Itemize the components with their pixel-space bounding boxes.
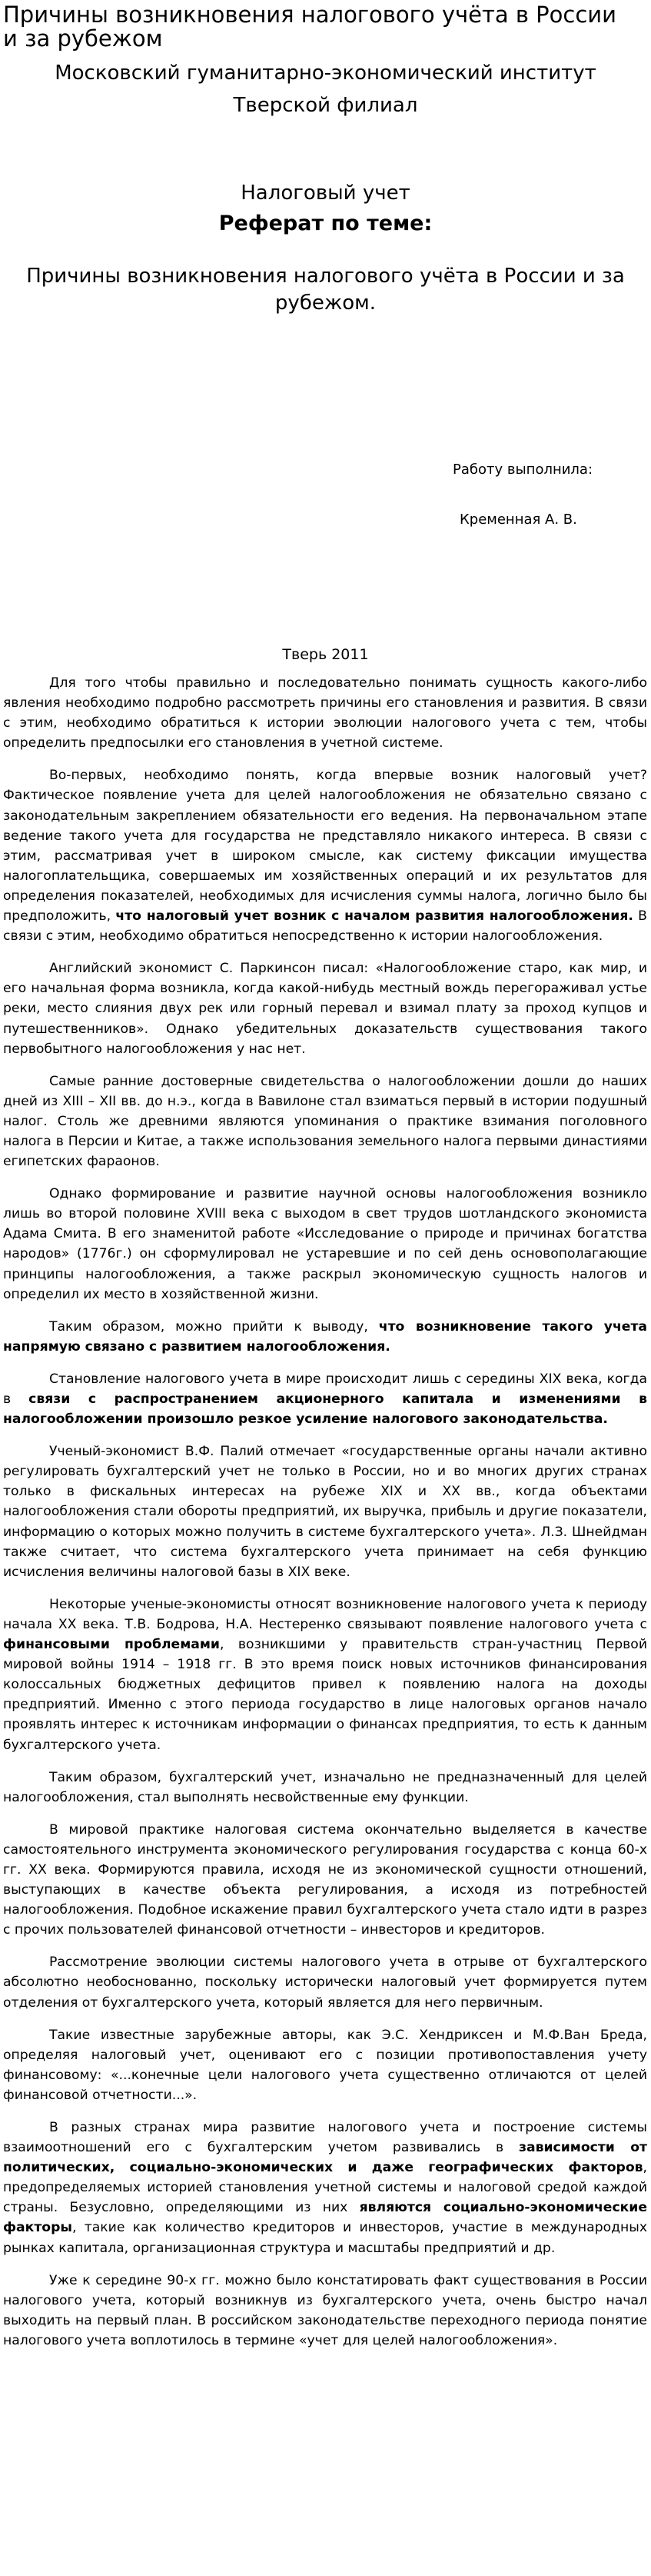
body-paragraph — [3, 1595, 647, 1755]
emphasis-text: что возникновение такого учета напрямую связано с развитием налогообложения. — [3, 1318, 647, 1355]
emphasis-text: являются социально-экономические факторы — [3, 2200, 647, 2236]
emphasis-text: связи с распространением акционерного капитала и изменениями в налогообложении произошло резкое усиление налогового законодательства. — [3, 1391, 648, 1428]
body-paragraph — [3, 1369, 647, 1429]
paragraph-text: Однако формирование и развитие научной основы налогообложения возникло лишь во второй половине XVIII века с выходом в свет трудов шотландского экономиста Адама Смита. В его знаменитой работе «Исследование о природе и причинах богатства народов» (1776г.) он сформулировал не устаревшие и по сей день основополагающие принципы налогообложения, а также раскрыл экономическую сущность налогов и определил их место в хозяйственной жизни. — [3, 1186, 647, 1302]
paragraph-text: , предопределяемых историей становления учетной системы и налоговой средой каждой страны. Безусловно, определяющими из них — [3, 2160, 647, 2216]
body-paragraph — [3, 2025, 647, 2105]
paragraph-text: В мировой практике налоговая система окончательно выделяется в качестве самостоятельного инструмента экономического регулирования государства с конца 60-х гг. XX века. Формируются правила, исходя не из экономической сущности отношений, выступающих в качестве объекта регулирования, а исходя из потребностей налогообложения. Подобное искажение правил бухгалтерского учета стало идти в разрез с прочих пользователей финансовой отчетности – инвесторов и кредиторов. — [3, 1821, 647, 1938]
city-year: Тверь 2011 — [282, 646, 369, 663]
report-topic: Причины возникновения налогового учёта в России и за рубежом. — [26, 265, 625, 315]
body-paragraph — [3, 1441, 647, 1582]
paragraph-text: Английский экономист С. Паркинсон писал: «Налогообложение старо, как мир, и его начальная форма возникла, когда какой-нибудь местный вождь перегораживал устье реки, место слияния двух рек или горный перевал и взимал плату за проход купцов и путешественников». Однако убедительных доказательств существования такого первобытного налогообложения у нас нет. — [3, 961, 647, 1057]
body-paragraph — [3, 1952, 647, 2012]
emphasis-text: что налоговый учет возник с началом развития налогообложения. — [115, 908, 633, 925]
report-body — [3, 673, 647, 2363]
document-title: Причины возникновения налогового учёта в России и за рубежом — [3, 2, 616, 52]
paragraph-text: Во-первых, необходимо понять, когда впервые возник налоговый учет? Фактическое появление учета для целей налогообложения не обязательно связано с законодательным закреплением обязательности его ведения. На первоначальном этапе ведение такого учета для государства не представляло никакого интереса. В связи с этим, рассматривая учет в широком смысле, как систему фиксации имущества налогоплательщика, совершаемых им хозяйственных операций и их результатов для определения показателей, необходимых для исчисления суммы налога, логично было бы предположить, — [3, 768, 647, 925]
paragraph-text: , возникшими у правительств стран-участниц Первой мировой войны 1914 – 1918 гг. В это время поиск новых источников финансирования колоссальных бюджетных дефицитов привел к появлению налога на доходы предприятий. Именно с этого периода государство в лице налоговых органов начало проявлять интерес к источникам информации о финансах предприятия, то есть к данным бухгалтерского учета. — [3, 1637, 647, 1753]
author-label: Работу выполнила: — [453, 462, 593, 478]
paragraph-text: Такие известные зарубежные авторы, как Э.С. Хендриксен и М.Ф.Ван Бреда, определяя налоговый учет, оценивают его с позиции противопоставления учету финансовому: «...конечные цели налогового учета существенно отличаются от целей финансовой отчетности...». — [3, 2027, 647, 2103]
body-paragraph — [3, 1768, 647, 1808]
emphasis-text: финансовыми проблемами — [3, 1637, 220, 1653]
body-paragraph — [3, 1317, 647, 1357]
body-paragraph — [3, 673, 647, 753]
body-paragraph — [3, 1184, 647, 1305]
paragraph-text: Ученый-экономист В.Ф. Палий отмечает «государственные органы начали активно регулировать бухгалтерский учет не только в России, но и во многих других странах только в фискальных интересах на рубеже XIX и XX вв., когда объектами налогообложения стали обороты предприятий, их выручка, прибыль и другие показатели, информацию о которых можно получить в системе бухгалтерского учета». Л.З. Шнейдман также считает, что система бухгалтерского учета принимает на себя функцию исчисления величины налоговой базы в XIX веке. — [3, 1444, 647, 1580]
body-paragraph — [3, 1820, 647, 1941]
institute-name: Московский гуманитарно-экономический институт — [55, 62, 596, 85]
branch-name: Тверской филиал — [233, 94, 418, 117]
paragraph-text: , такие как количество кредиторов и инвесторов, участие в международных рынках капитала, организационная структура и масштабы предприятий и др. — [3, 2220, 647, 2256]
paragraph-text: Для того чтобы правильно и последовательно понимать сущность какого-либо явления необходимо подробно рассмотреть причины его становления и развития. В связи с этим, необходимо обратиться к истории эволюции налогового учета с тем, чтобы определить предпосылки его становления в учетной системе. — [3, 675, 647, 751]
author-name: Кременная А. В. — [460, 512, 577, 528]
paragraph-text: Уже к середине 90-х гг. можно было констатировать факт существования в России налогового учета, который возникнув из бухгалтерского учета, очень быстро начал выходить на первый план. В российском законодательстве переходного периода понятие налогового учета воплотилось в термине «учет для целей налогообложения». — [3, 2272, 647, 2348]
paragraph-text: В разных странах мира развитие налогового учета и построение системы взаимоотношений его с бухгалтерским учетом развивались в — [3, 2120, 647, 2156]
body-paragraph — [3, 958, 647, 1058]
paragraph-text: Таким образом, бухгалтерский учет, изначально не предназначенный для целей налогообложения, стал выполнять несвойственные ему функции. — [3, 1769, 647, 1805]
paragraph-text: Самые ранние достоверные свидетельства о налогообложении дошли до наших дней из XIII – XII вв. до н.э., когда в Вавилоне стал взиматься первый в истории подушный налог. Столь же древними являются упоминания о практике взимания поголовного налога в Персии и Китае, а также использования земельного налога первыми династиями египетских фараонов. — [3, 1073, 647, 1170]
paragraph-text: Таким образом, можно прийти к выводу, — [49, 1318, 379, 1335]
paragraph-text: В связи с этим, необходимо обратиться непосредственно к истории налогообложения. — [3, 908, 647, 945]
body-paragraph — [3, 2271, 647, 2351]
body-paragraph — [3, 2118, 647, 2258]
paragraph-text: Некоторые ученые-экономисты относят возникновение налогового учета к периоду начала XX века. Т.В. Бодрова, Н.А. Нестеренко связывают появление налогового учета с — [3, 1596, 647, 1632]
report-heading: Реферат по теме: — [218, 212, 433, 235]
paragraph-text: Становление налогового учета в мире происходит лишь с середины XIX века, когда в — [3, 1371, 647, 1407]
body-paragraph — [3, 765, 647, 946]
paragraph-text: Рассмотрение эволюции системы налогового учета в отрыве от бухгалтерского абсолютно необоснованно, поскольку исторически налоговый учет формируется путем отделения от бухгалтерского учета, который является для него первичным. — [3, 1954, 647, 2011]
subject-name: Налоговый учет — [241, 182, 410, 205]
body-paragraph — [3, 1071, 647, 1171]
emphasis-text: зависимости от политических, социально-экономических и даже географических факторов — [3, 2140, 647, 2176]
